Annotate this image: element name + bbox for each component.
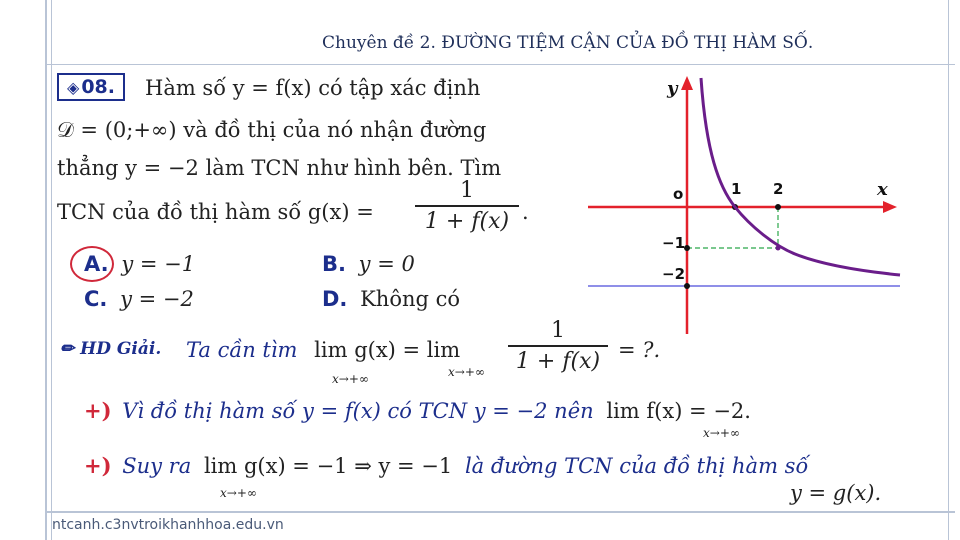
solution-line-1-sub-2: x→+∞ bbox=[448, 365, 485, 379]
page-title: Chuyên đề 2. ĐƯỜNG TIỆM CẬN CỦA ĐỒ THỊ HÀM SỐ. bbox=[322, 33, 814, 53]
fraction-denominator: 1 + f(x) bbox=[424, 209, 510, 234]
function-curve bbox=[701, 78, 900, 275]
x-axis-label: x bbox=[877, 179, 888, 200]
solution-line-1-tail-text: = ?. bbox=[618, 338, 661, 362]
solution-line-1-text: Ta cần tìm bbox=[186, 338, 298, 362]
diamond-icon: ◈ bbox=[67, 77, 80, 97]
solution-fraction bbox=[508, 318, 608, 374]
question-line-3: thẳng y = −2 làm TCN như hình bên. Tìm bbox=[57, 156, 502, 180]
solution-line-1-math: lim g(x) = lim bbox=[314, 338, 461, 362]
solution-line-2-plus: +) bbox=[84, 398, 112, 423]
frame-bottom-line bbox=[45, 511, 955, 513]
y-tick-2: −2 bbox=[662, 265, 686, 283]
tick-dot-y2 bbox=[684, 283, 690, 289]
x-tick-2: 2 bbox=[773, 180, 784, 198]
option-c-key: C. bbox=[84, 287, 108, 311]
function-graph bbox=[585, 72, 905, 342]
question-badge bbox=[57, 73, 125, 101]
tick-dot-x2 bbox=[775, 204, 781, 210]
question-line-1: Hàm số y = f(x) có tập xác định bbox=[145, 76, 481, 100]
frame-right-line bbox=[948, 0, 949, 540]
question-line-2: 𝒟 = (0;+∞) và đồ thị của nó nhận đường bbox=[57, 118, 487, 142]
fraction-tail: . bbox=[522, 200, 529, 224]
x-tick-1: 1 bbox=[731, 180, 742, 198]
solution-line-2-sub: x→+∞ bbox=[703, 426, 740, 440]
option-d-text: Không có bbox=[360, 287, 461, 311]
solution-line-1-sub-1: x→+∞ bbox=[332, 372, 369, 386]
option-b[interactable] bbox=[322, 252, 415, 276]
question-number: 08. bbox=[81, 76, 115, 98]
option-b-text: y = 0 bbox=[358, 252, 415, 276]
solution-label: ✏ HD Giải. bbox=[60, 339, 162, 359]
solution-line-3-math: lim g(x) = −1 ⇒ y = −1 bbox=[203, 454, 453, 478]
frame-left-line bbox=[45, 0, 47, 540]
solution-fraction-num: 1 bbox=[551, 318, 565, 343]
option-c[interactable] bbox=[84, 287, 194, 311]
x-axis-arrow bbox=[883, 201, 897, 213]
frame-top-line bbox=[45, 64, 955, 65]
option-a[interactable] bbox=[84, 252, 195, 276]
origin-label: o bbox=[673, 185, 684, 203]
solution-line-1-tail bbox=[618, 338, 660, 362]
solution-line-2-text: Vì đồ thị hàm số y = f(x) có TCN y = −2 nên bbox=[122, 399, 594, 423]
fraction-numerator: 1 bbox=[460, 178, 474, 203]
solution-line-3-text: Suy ra bbox=[122, 454, 192, 478]
solution-line-2-math: lim f(x) = −2. bbox=[606, 399, 751, 423]
question-line-4: TCN của đồ thị hàm số g(x) = bbox=[57, 200, 374, 224]
question-fraction bbox=[415, 178, 519, 234]
y-axis-arrow bbox=[681, 76, 693, 90]
solution-line-3-sub: x→+∞ bbox=[220, 486, 257, 500]
solution-line-4 bbox=[790, 481, 881, 505]
solution-fraction-bar bbox=[508, 345, 608, 347]
solution-line-4-text: y = g(x). bbox=[790, 481, 882, 505]
y-axis-label: y bbox=[667, 78, 678, 99]
solution-line-3-tail: là đường TCN của đồ thị hàm số bbox=[464, 454, 809, 478]
solution-line-1 bbox=[186, 338, 460, 362]
solution-line-2 bbox=[84, 398, 751, 423]
frame-left-line-inner bbox=[51, 0, 52, 540]
y-tick-1: −1 bbox=[662, 234, 686, 252]
option-d-key: D. bbox=[322, 287, 348, 311]
footer-site-link[interactable]: ntcanh.c3nvtroikhanhhoa.edu.vn bbox=[52, 517, 284, 533]
solution-fraction-den: 1 + f(x) bbox=[515, 349, 601, 374]
solution-line-3 bbox=[84, 453, 808, 478]
option-a-text: y = −1 bbox=[121, 252, 196, 276]
option-a-key: A. bbox=[84, 252, 109, 276]
solution-line-3-plus: +) bbox=[84, 453, 112, 478]
option-d[interactable] bbox=[322, 287, 460, 311]
option-b-key: B. bbox=[322, 252, 346, 276]
option-c-text: y = −2 bbox=[120, 287, 194, 311]
